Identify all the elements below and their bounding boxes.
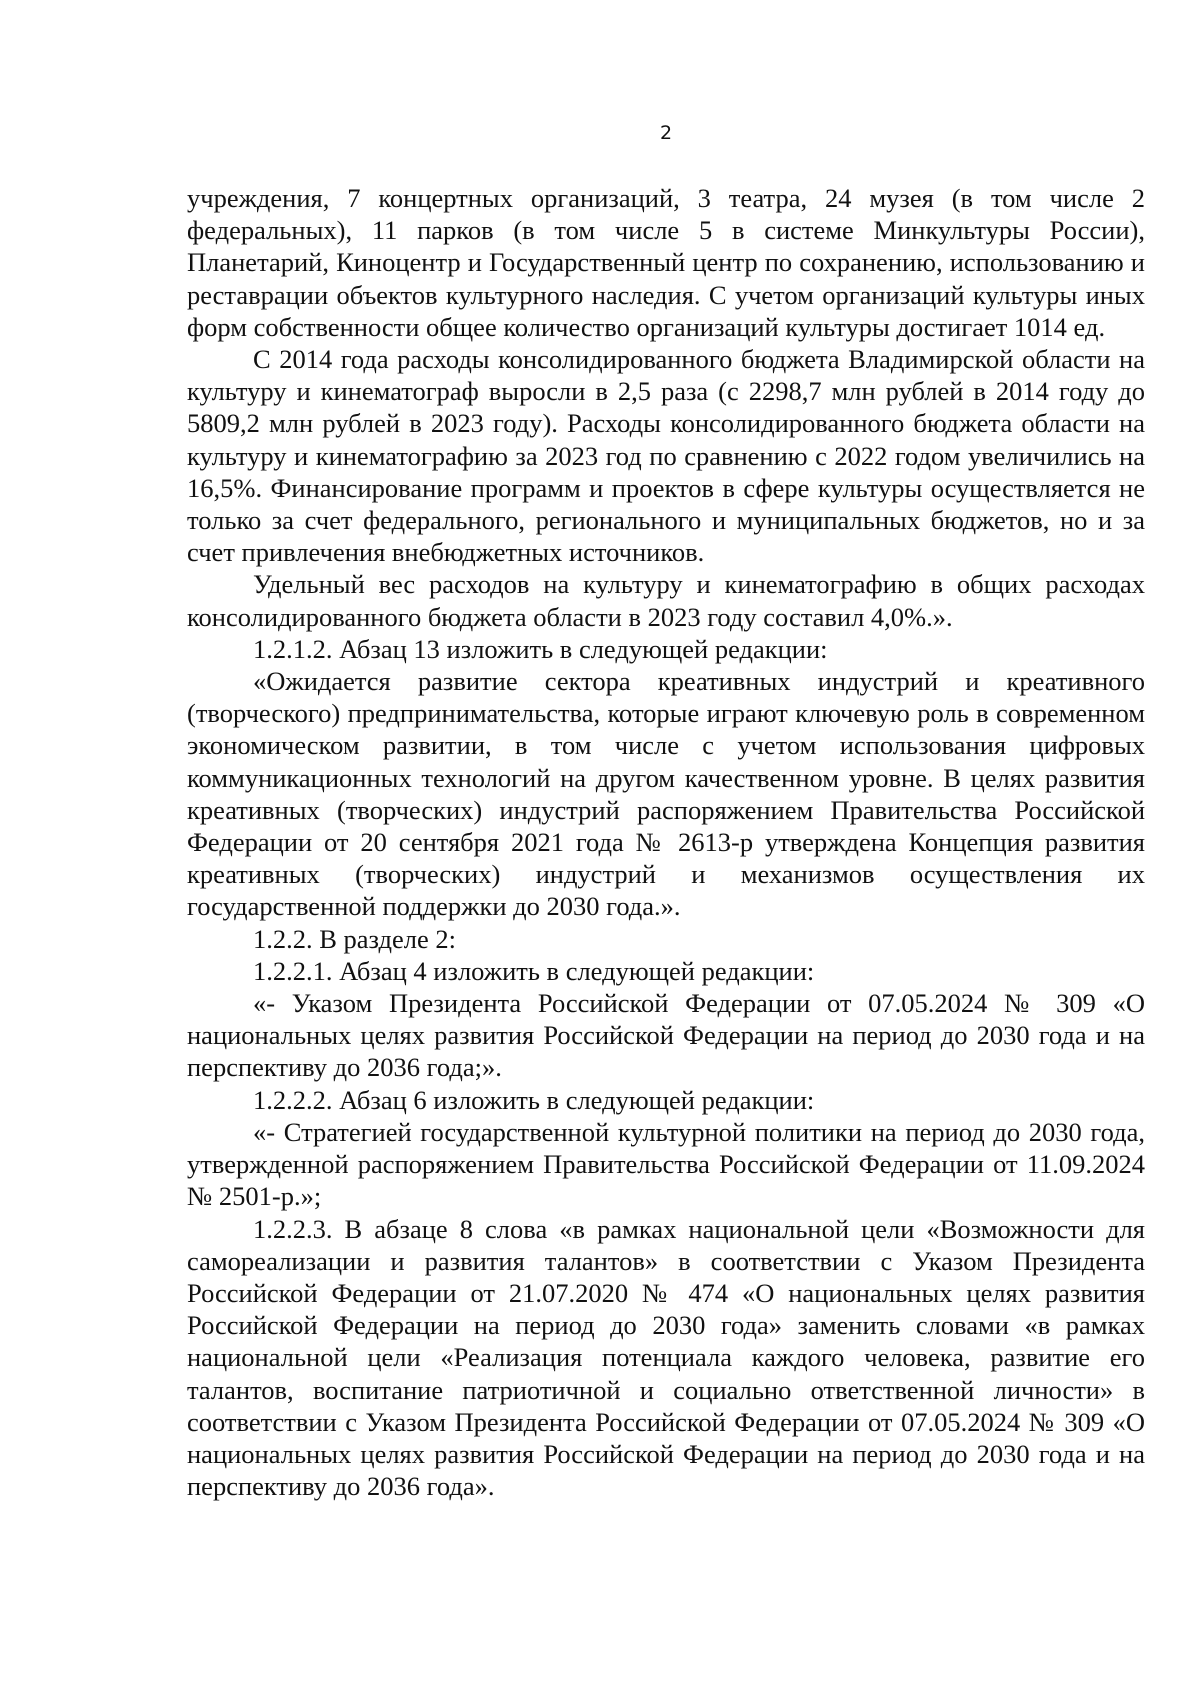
paragraph-7: 1.2.2.1. Абзац 4 изложить в следующей редакции: — [253, 955, 815, 986]
document-page — [187, 0, 1145, 1699]
paragraph-9: 1.2.2.2. Абзац 6 изложить в следующей редакции: — [253, 1084, 815, 1115]
paragraph-5: «Ожидается развитие сектора креативных индустрий и креативного (творческого) предпринимательства, которые играют ключевую роль в современном экономическом развитии, в том числе с учетом использования цифровых коммуникационных технологий на другом качественном уровне. В целях развития креативных (творческих) индустрий распоряжением Правительства Российской Федерации от 20 сентября 2021 года № 2613-р утверждена Концепция развития креативных (творческих) индустрий и механизмов осуществления их государственной поддержки до 2030 года.». — [187, 666, 1145, 922]
paragraph-2: С 2014 года расходы консолидированного бюджета Владимирской области на культуру и кинематограф выросли в 2,5 раза (с 2298,7 млн рублей в 2014 году до 5809,2 млн рублей в 2023 году). Расходы консолидированного бюджета области на культуру и кинематографию за 2023 год по сравнению с 2022 годом увеличились на 16,5%. Финансирование программ и проектов в сфере культуры осуществляется не только за счет федерального, регионального и муниципальных бюджетов, но и за счет привлечения внебюджетных источников. — [187, 344, 1145, 568]
paragraph-1: учреждения, 7 концертных организаций, 3 театра, 24 музея (в том числе 2 федеральных), 11 парков (в том числе 5 в системе Минкультуры России), Планетарий, Киноцентр и Государственный центр по сохранению, использованию и реставрации объектов культурного наследия. С учетом организаций культуры иных форм собственности общее количество организаций культуры достигает 1014 ед. — [187, 183, 1145, 342]
paragraph-8: «- Указом Президента Российской Федерации от 07.05.2024 № 309 «О национальных целях развития Российской Федерации на период до 2030 года и на перспективу до 2036 года;». — [187, 988, 1145, 1083]
paragraph-6: 1.2.2. В разделе 2: — [253, 923, 457, 954]
page-number: 2 — [659, 122, 673, 144]
paragraph-11: 1.2.2.3. В абзаце 8 слова «в рамках национальной цели «Возможности для самореализации и развития талантов» в соответствии с Указом Президента Российской Федерации от 21.07.2020 № 474 «О национальных целях развития Российской Федерации на период до 2030 года» заменить словами «в рамках национальной цели «Реализация потенциала каждого человека, развитие его талантов, воспитание патриотичной и социально ответственной личности» в соответствии с Указом Президента Российской Федерации от 07.05.2024 № 309 «О национальных целях развития Российской Федерации на период до 2030 года и на перспективу до 2036 года». — [187, 1213, 1145, 1502]
paragraph-10: «- Стратегией государственной культурной политики на период до 2030 года, утвержденной распоряжением Правительства Российской Федерации от 11.09.2024 № 2501-р.»; — [187, 1116, 1145, 1212]
document-body — [187, 182, 1145, 1502]
paragraph-3: Удельный вес расходов на культуру и кинематографию в общих расходах консолидированного бюджета области в 2023 году составил 4,0%.». — [187, 569, 1145, 632]
paragraph-4: 1.2.1.2. Абзац 13 изложить в следующей редакции: — [253, 633, 828, 664]
